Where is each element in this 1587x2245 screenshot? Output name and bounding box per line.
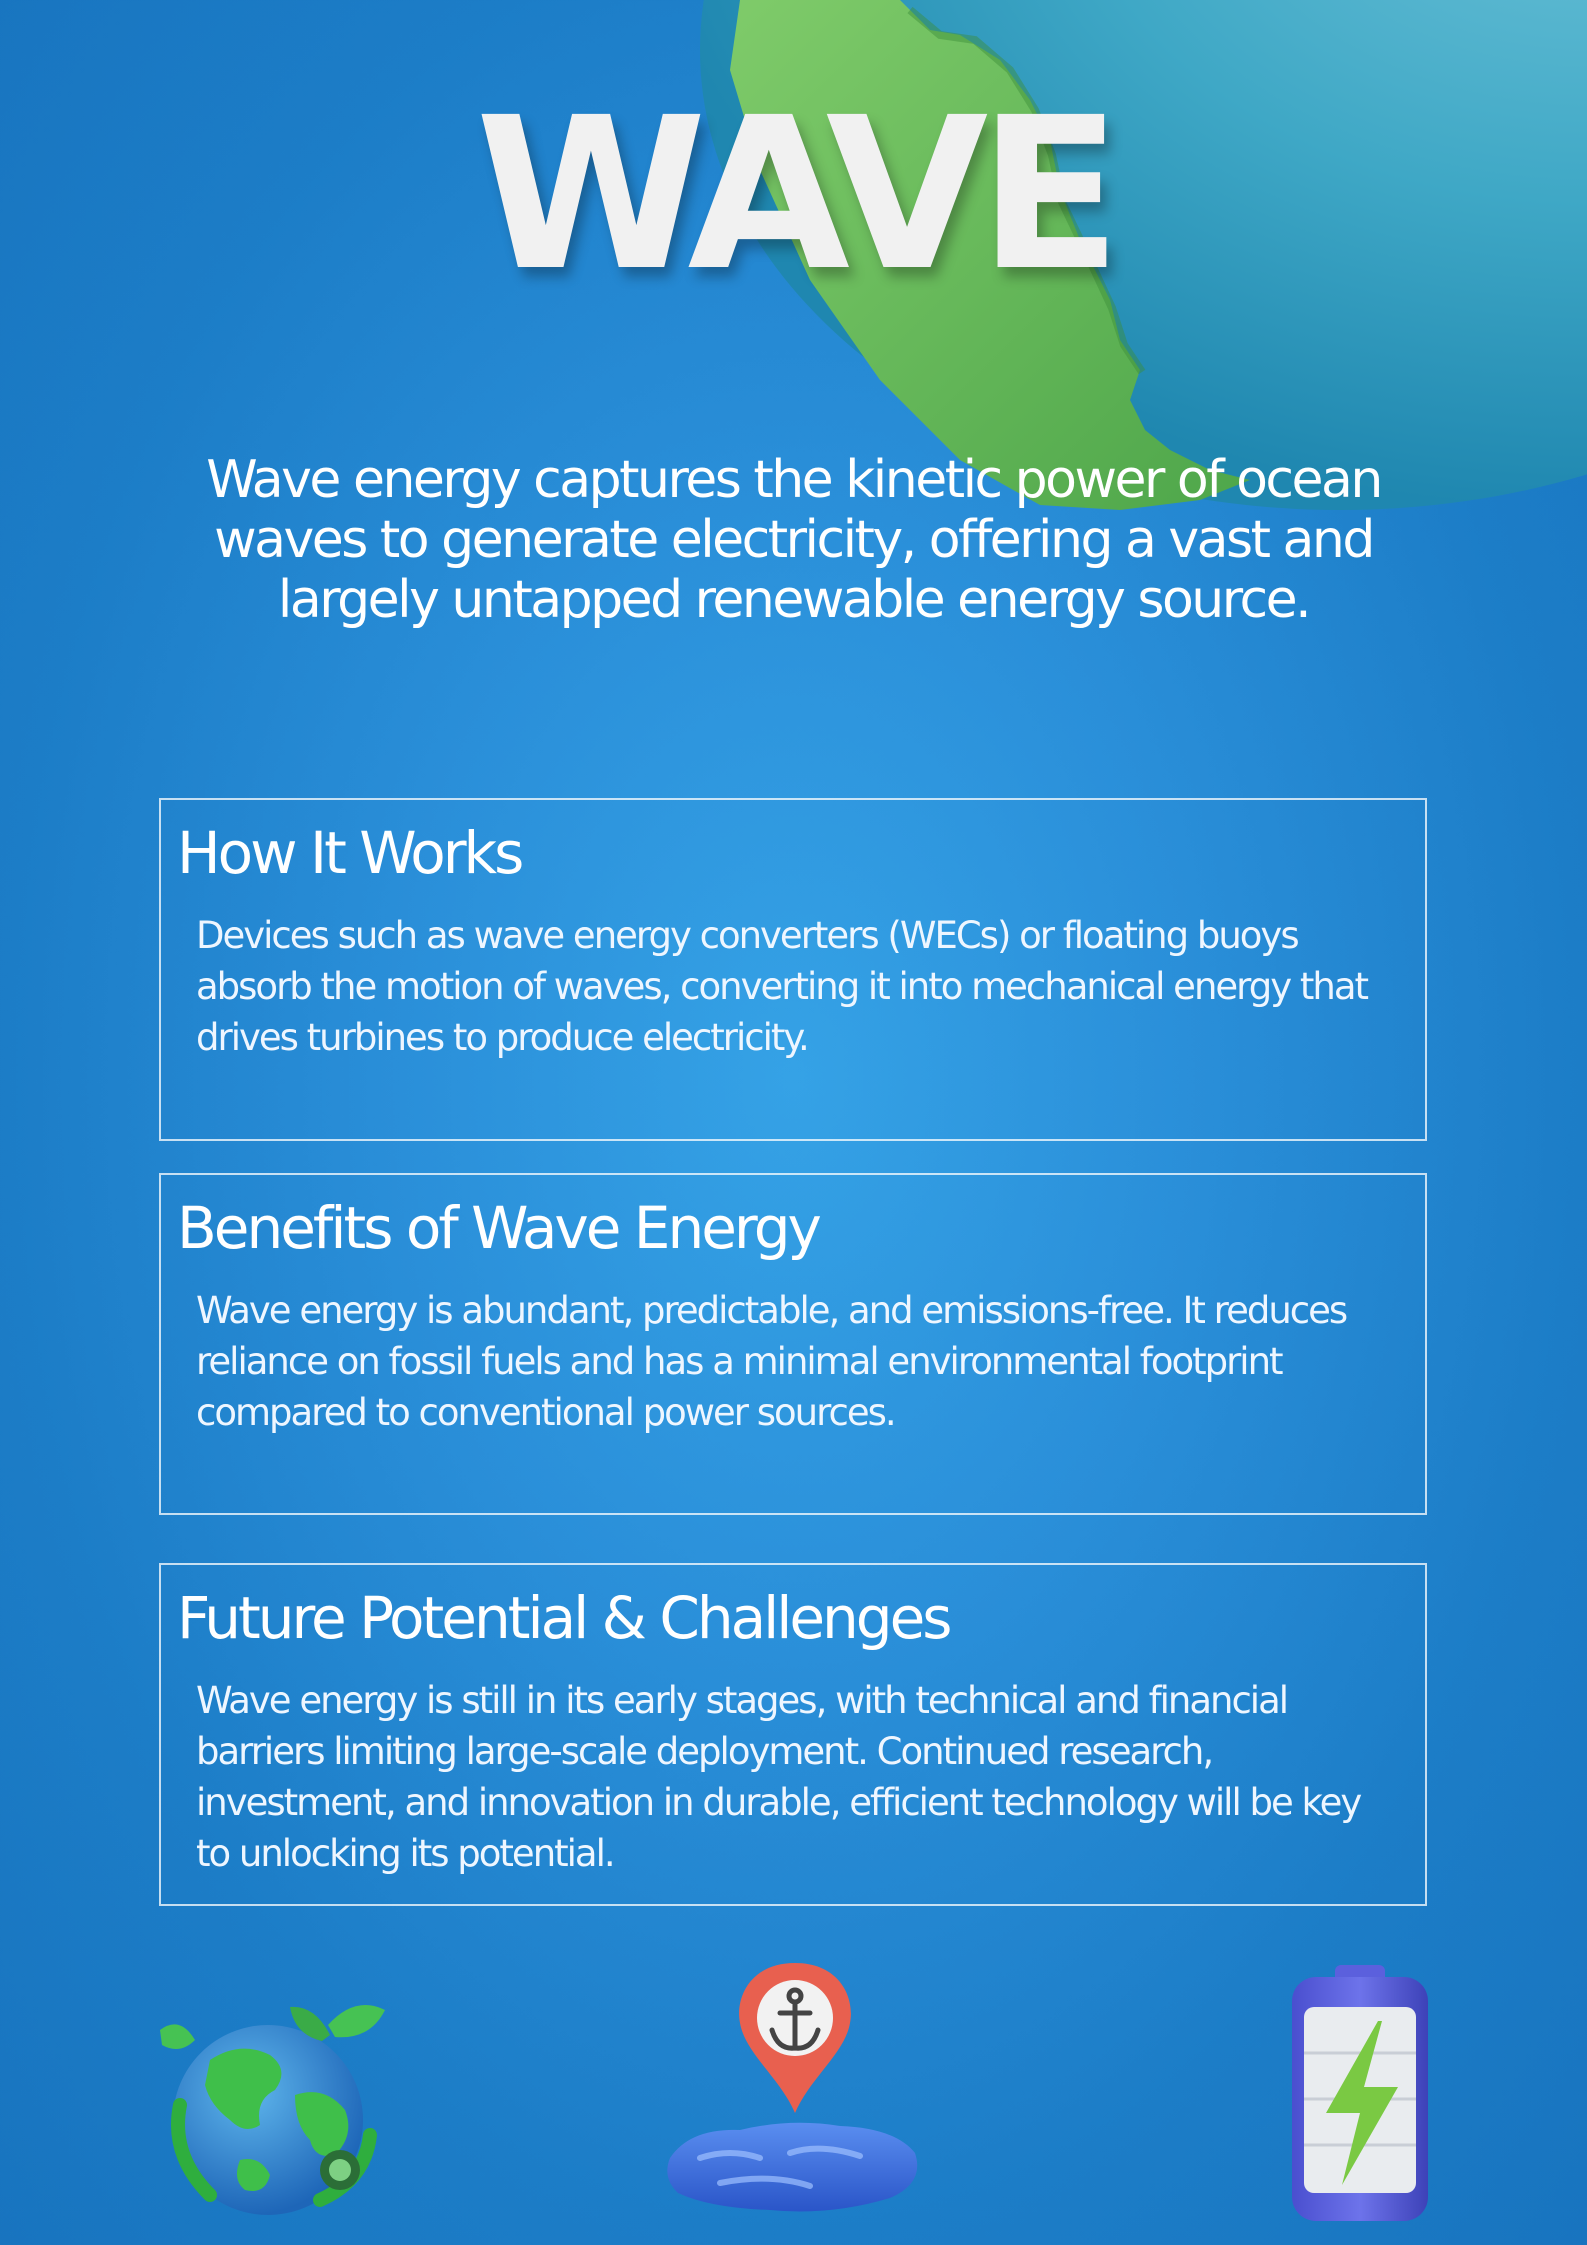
section-heading: How It Works [177,819,522,887]
page-title: WAVE [475,72,1112,317]
section-future-potential [159,1563,1427,1906]
section-benefits [159,1173,1427,1515]
recycling-earth-icon [150,1985,400,2225]
anchor-location-pin-icon [660,1958,930,2223]
section-heading: Future Potential & Challenges [177,1584,950,1652]
section-body: Devices such as wave energy converters (WECs) or floating buoys absorb the motion of waves, converting it into mechanical energy that drives turbines to produce electricity. [196,914,1368,1059]
section-body: Wave energy is abundant, predictable, and emissions-free. It reduces reliance on fossil fuels and has a minimal environmental footprint compared to conventional power sources. [196,1289,1347,1434]
section-how-it-works [159,798,1427,1141]
charging-battery-icon [1290,1963,1430,2223]
intro-paragraph: Wave energy captures the kinetic power of ocean waves to generate electricity, offering a vast and largely untapped renewable energy source. [206,450,1381,630]
section-heading: Benefits of Wave Energy [177,1194,819,1262]
section-body: Wave energy is still in its early stages, with technical and financial barriers limiting large-scale deployment. Continued research, investment, and innovation in durable, efficient technology will be key to unlocking its potential. [196,1679,1361,1875]
